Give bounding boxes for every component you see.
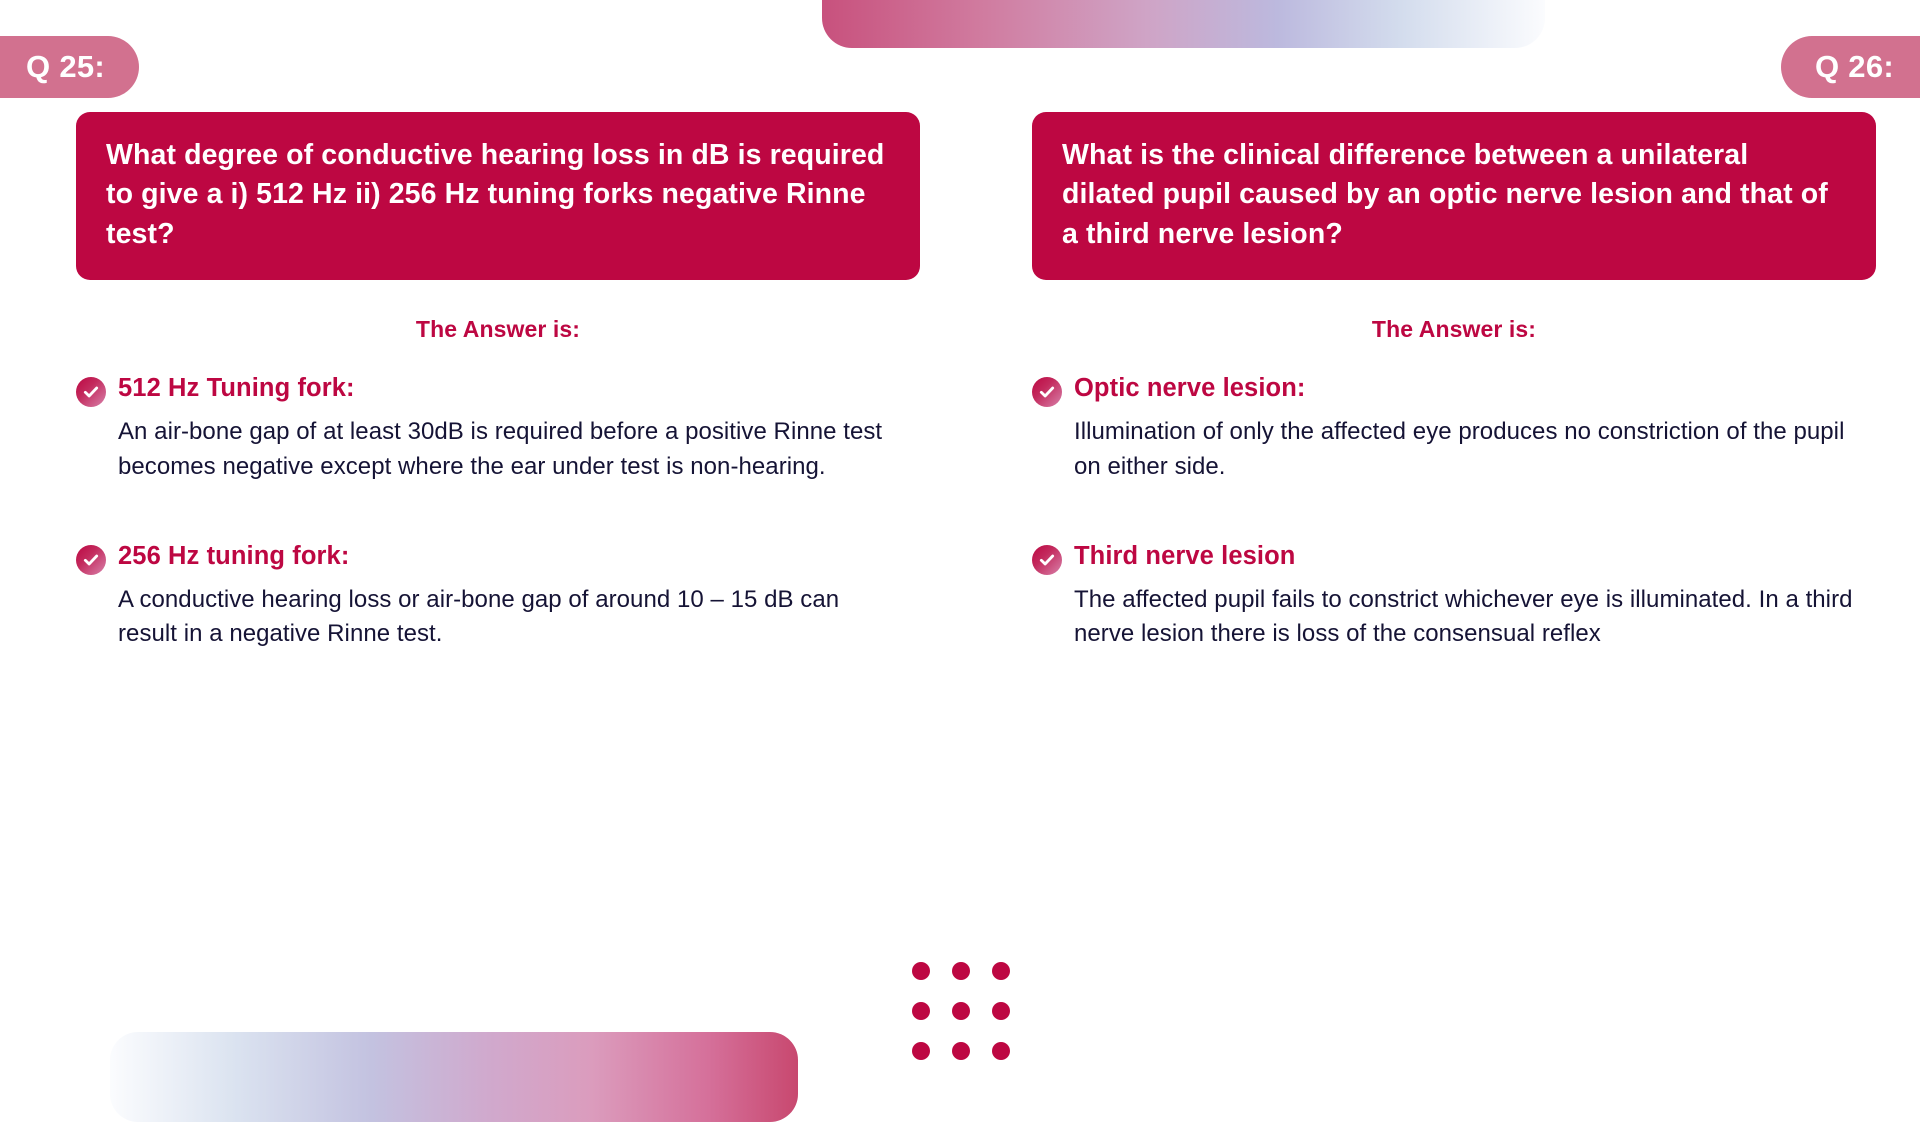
question-card-q26 (1032, 112, 1876, 280)
answer-item (1032, 541, 1876, 653)
question-text: What is the clinical difference between a unilateral dilated pupil caused by an optic nerve lesion and that of a third nerve lesion? (1062, 139, 1828, 250)
answer-body: Illumination of only the affected eye produces no constriction of the pupil on either side. (1074, 417, 1845, 480)
check-circle-icon (76, 377, 106, 407)
answer-heading-q25: The Answer is: (415, 315, 581, 342)
answer-title: 512 Hz Tuning fork: (118, 373, 355, 402)
answer-title: Optic nerve lesion: (1074, 373, 1306, 402)
answer-item (76, 373, 920, 485)
answer-title-row (1032, 541, 1876, 575)
answer-title-row (1032, 373, 1876, 407)
answer-item (1032, 373, 1876, 485)
check-circle-icon (76, 545, 106, 575)
question-column-q25 (0, 0, 960, 1080)
answer-item (76, 541, 920, 653)
question-column-q26 (960, 0, 1920, 1080)
check-circle-icon (1032, 545, 1062, 575)
answer-title: Third nerve lesion (1074, 541, 1296, 570)
question-card-q25 (76, 112, 920, 280)
answer-title: 256 Hz tuning fork: (118, 541, 350, 570)
question-text: What degree of conductive hearing loss in dB is required to give a i) 512 Hz ii) 256 Hz tuning forks negative Rinne test? (106, 139, 885, 250)
answer-body: The affected pupil fails to constrict whichever eye is illuminated. In a third nerve lesion there is loss of the consensual reflex (1074, 585, 1853, 648)
answer-title-row (76, 373, 920, 407)
question-badge-label: Q 26: (1814, 49, 1894, 84)
check-circle-icon (1032, 377, 1062, 407)
answer-body: An air-bone gap of at least 30dB is required before a positive Rinne test becomes negative except where the ear under test is non-hearing. (118, 417, 883, 480)
question-badge-label: Q 25: (26, 49, 106, 84)
answer-body: A conductive hearing loss or air-bone gap of around 10 – 15 dB can result in a negative Rinne test. (118, 585, 840, 648)
answer-heading-q26: The Answer is: (1371, 315, 1537, 342)
answer-title-row (76, 541, 920, 575)
